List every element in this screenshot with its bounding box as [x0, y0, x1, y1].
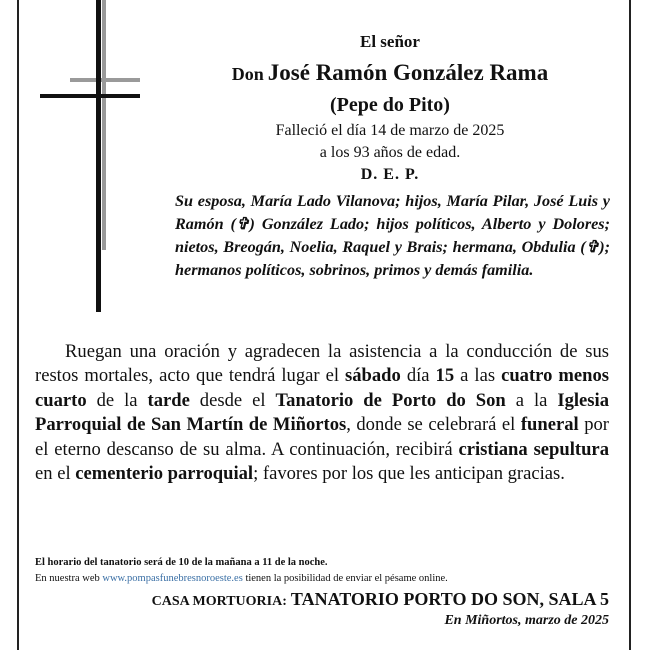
age-at-death: a los 93 años de edad. — [319, 144, 461, 161]
body-emphasis: Tanatorio de Porto do Son — [275, 389, 506, 411]
body-emphasis: 15 — [435, 365, 455, 387]
place-date: En Miñortos, marzo de 2025 — [444, 613, 609, 628]
body-emphasis: Iglesia Parroquial de San Martín de Miñortos — [35, 389, 609, 436]
death-date: Falleció el día 14 de marzo de 2025 — [275, 122, 505, 139]
title-prefix: El señor — [360, 32, 420, 51]
rip-text: D. E. P. — [360, 166, 420, 183]
body-text: en el — [35, 463, 76, 485]
web-note — [35, 573, 625, 584]
body-emphasis: tarde — [147, 389, 190, 411]
body-text: , donde se celebrará el — [346, 414, 521, 436]
frame-left-border — [17, 0, 19, 650]
body-text: por el eterno descanso de su alma. A continuación, recibirá — [35, 414, 609, 460]
mortuary-label: CASA MORTUORIA: — [151, 594, 287, 609]
schedule-note: El horario del tanatorio será de 10 de la mañana a 11 de la noche. — [35, 557, 328, 568]
frame-right-border — [629, 0, 631, 650]
body-text: ; favores por los que les anticipan gracias. — [253, 463, 565, 485]
deceased-name — [165, 60, 615, 86]
body-emphasis: sábado — [345, 365, 401, 387]
web-prefix: En nuestra web — [35, 573, 103, 584]
body-emphasis: cementerio parroquial — [75, 463, 254, 485]
family-paragraph — [175, 190, 610, 282]
body-text: a la — [505, 389, 558, 411]
cross-icon — [40, 0, 140, 315]
body-text: de la — [86, 389, 148, 411]
deceased-cross-icon: ✞ — [585, 238, 600, 256]
mortuary-line — [35, 589, 609, 610]
cross-gray-horizontal — [70, 78, 140, 82]
honorific: Don — [231, 64, 264, 84]
web-suffix: tienen la posibilidad de enviar el pésame online. — [242, 573, 448, 584]
deceased-cross-icon: ✞ — [235, 215, 250, 233]
family-part-2: ) González Lado; hijos políticos, Alberto y Dolores; nietos, Breogán, Noelia, Raquel y Brais; hermana, Obdulia ( — [175, 215, 610, 256]
full-name: José Ramón González Rama — [267, 60, 549, 85]
nickname: (Pepe do Pito) — [330, 94, 450, 116]
cross-gray-vertical — [102, 0, 106, 250]
family-part-3: ); hermanos políticos, sobrinos, primos y demás familia. — [175, 238, 610, 279]
body-text: desde el — [189, 389, 276, 411]
body-emphasis: funeral — [520, 414, 579, 436]
body-text: día — [400, 365, 436, 387]
body-emphasis: cuatro menos cuarto — [35, 365, 609, 411]
mortuary-value: TANATORIO PORTO DO SON, SALA 5 — [290, 589, 609, 609]
website-link[interactable]: www.pompasfunebresnoroeste.es — [102, 573, 243, 584]
body-text: a las — [454, 365, 502, 387]
body-text: Ruegan una oración y agradecen la asistencia a la conducción de sus restos mortales, acto que tendrá lugar el — [35, 341, 609, 387]
family-part-1: Su esposa, María Lado Vilanova; hijos, María Pilar, José Luis y Ramón ( — [175, 192, 610, 233]
body-emphasis: cristiana sepultura — [458, 438, 609, 460]
cross-black-vertical — [96, 0, 101, 312]
cross-black-horizontal — [40, 94, 140, 98]
ceremony-paragraph — [35, 340, 609, 486]
